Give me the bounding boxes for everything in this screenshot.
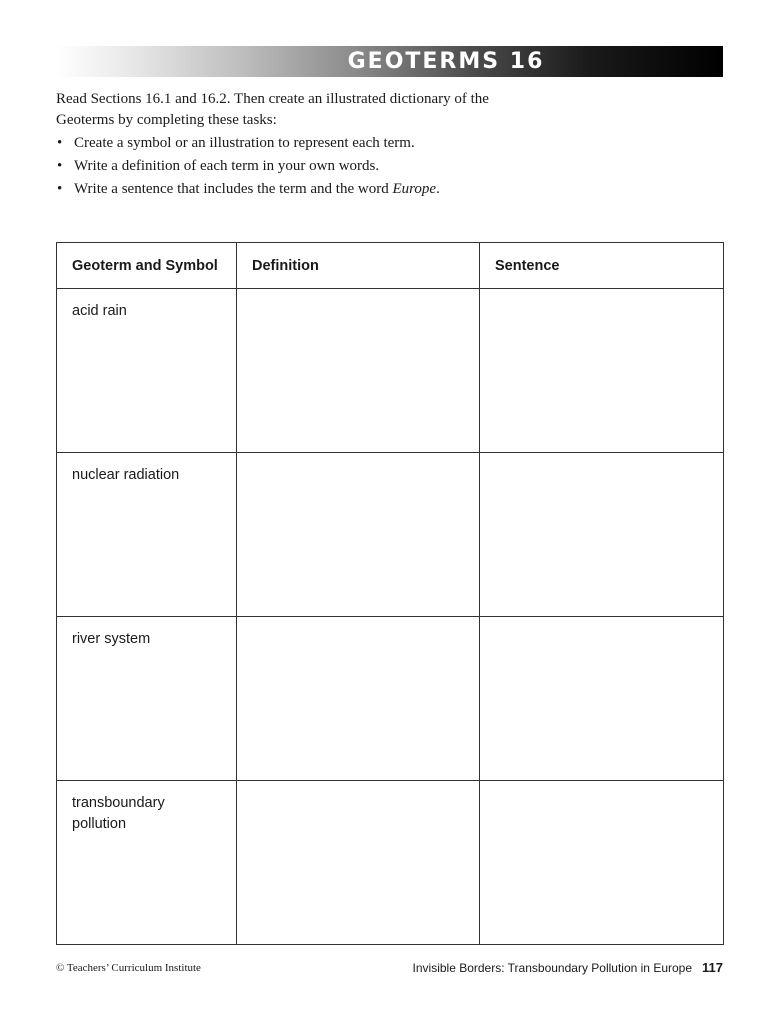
header-geoterm-symbol: Geoterm and Symbol	[57, 243, 237, 289]
geoterm-cell[interactable]	[57, 617, 237, 781]
table-row	[57, 289, 724, 453]
instructions	[56, 89, 716, 201]
table-row	[57, 781, 724, 945]
sentence-cell[interactable]	[480, 781, 724, 945]
task-text	[74, 181, 440, 197]
sentence-cell[interactable]	[480, 453, 724, 617]
bullet-icon: •	[57, 158, 63, 174]
table-row	[57, 453, 724, 617]
definition-cell[interactable]	[237, 289, 480, 453]
instructions-paragraph	[56, 89, 716, 131]
page-footer	[413, 960, 723, 975]
geoterm-label: acid rain	[72, 303, 127, 319]
definition-cell[interactable]	[237, 617, 480, 781]
task-text: Write a definition of each term in your own words.	[74, 158, 380, 174]
page-title: GEOTERMS 16	[347, 49, 545, 74]
task-list	[56, 132, 716, 201]
sentence-cell[interactable]	[480, 617, 724, 781]
instructions-line-1: Read Sections 16.1 and 16.2. Then create an illustrated dictionary of the	[56, 91, 489, 107]
geoterm-cell[interactable]	[57, 453, 237, 617]
header-sentence: Sentence	[480, 243, 724, 289]
task-item	[56, 155, 716, 178]
geoterm-label: nuclear radiation	[72, 467, 180, 483]
geoterm-cell[interactable]	[57, 781, 237, 945]
task-text-prefix: Write a sentence that includes the term and the word	[74, 181, 393, 197]
instructions-line-2: Geoterms by completing these tasks:	[56, 112, 277, 128]
definition-cell[interactable]	[237, 781, 480, 945]
bullet-icon: •	[57, 135, 63, 151]
geoterm-cell[interactable]	[57, 289, 237, 453]
bullet-icon: •	[57, 181, 63, 197]
geoterm-label: river system	[72, 631, 151, 647]
task-text-suffix: .	[436, 181, 440, 197]
page-number: 117	[702, 960, 723, 975]
book-title: Invisible Borders: Transboundary Pollution in Europe	[412, 961, 693, 975]
task-item	[56, 178, 716, 201]
table-header-row	[57, 243, 724, 289]
geoterms-table	[56, 242, 724, 945]
header-definition: Definition	[237, 243, 480, 289]
copyright-notice: © Teachers’ Curriculum Institute	[56, 962, 201, 974]
task-item	[56, 132, 716, 155]
sentence-cell[interactable]	[480, 289, 724, 453]
geoterm-label: transboundary pollution	[72, 795, 165, 832]
task-text-emphasis: Europe	[392, 181, 437, 197]
table-row	[57, 617, 724, 781]
title-banner	[56, 46, 723, 77]
definition-cell[interactable]	[237, 453, 480, 617]
task-text: Create a symbol or an illustration to represent each term.	[74, 135, 415, 151]
